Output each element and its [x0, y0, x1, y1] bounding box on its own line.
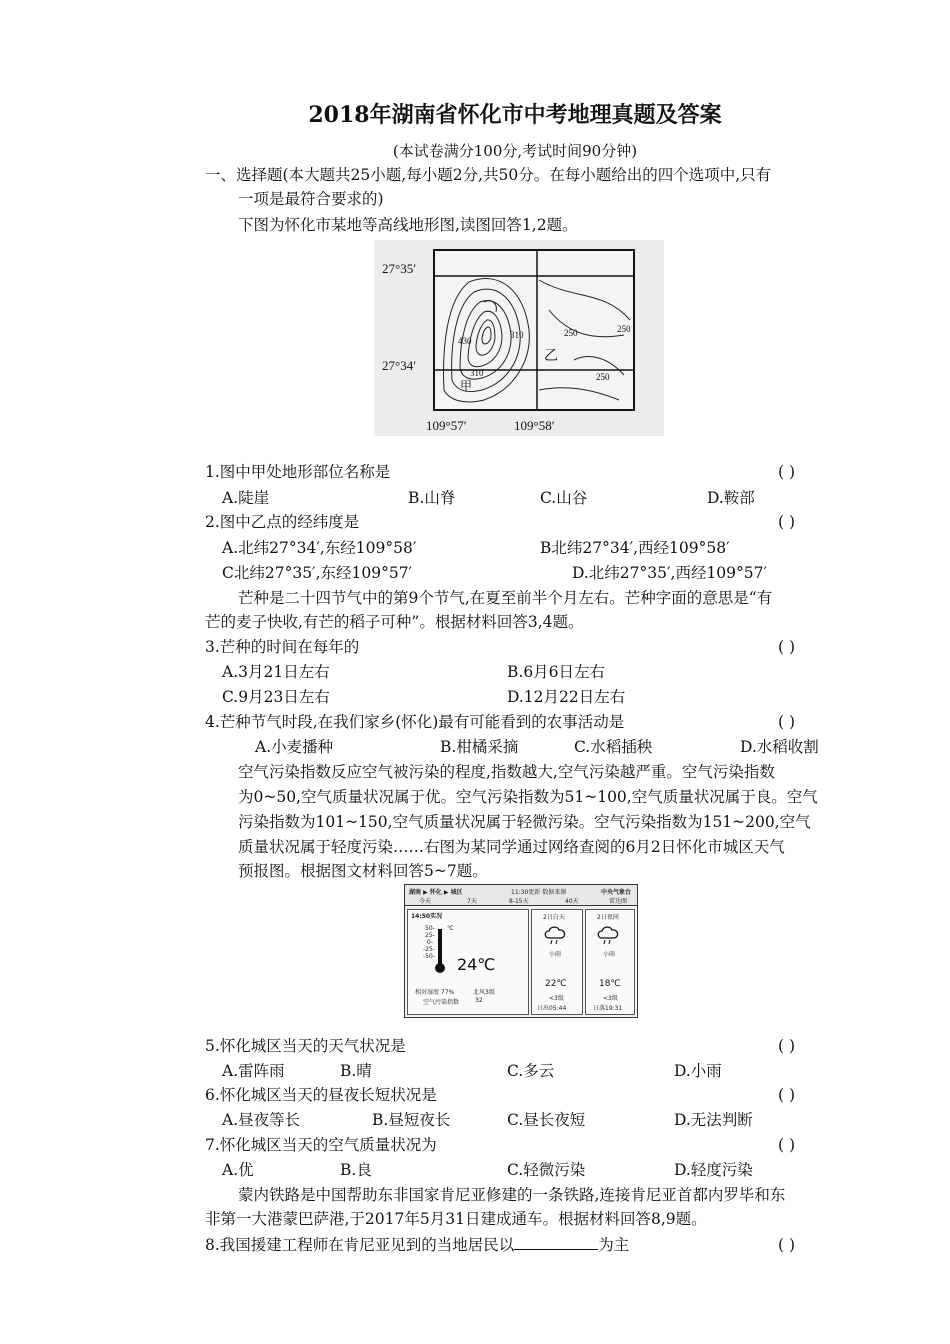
- passage-3-4-cont: 芒的麦子快收,有芒的稻子可种”。根据材料回答3,4题。: [205, 613, 584, 631]
- thermometer-icon: [435, 929, 445, 975]
- answer-bracket: ( ): [778, 1086, 796, 1104]
- question-1-stem: 1.图中甲处地形部位名称是: [205, 463, 391, 481]
- q4-option-b: B.柑橘采摘: [440, 738, 519, 756]
- answer-bracket: ( ): [778, 713, 796, 731]
- weather-breadcrumb: 湖南 ▶ 怀化 ▶ 城区: [409, 889, 463, 896]
- day-weather: 小雨: [549, 951, 562, 958]
- rain-cloud-icon: [543, 925, 569, 947]
- q8-stem-after: 为主: [598, 1236, 630, 1254]
- night-label: 2日夜间: [597, 914, 619, 921]
- point-yi-label: 乙: [544, 349, 558, 364]
- current-temperature: 24℃: [457, 955, 496, 974]
- q3-option-a: A.3月21日左右: [222, 663, 330, 681]
- q8-stem-before: 8.我国援建工程师在肯尼亚见到的当地居民以: [205, 1236, 515, 1254]
- q1-option-a: A.陡崖: [222, 489, 270, 507]
- q6-option-c: C.昼长夜短: [507, 1111, 586, 1129]
- contour-label: 310: [510, 330, 524, 340]
- q3-option-c: C.9月23日左右: [222, 688, 330, 706]
- weather-source: 中央气象台: [601, 889, 632, 896]
- passage-5-7-line: 为0~50,空气质量状况属于优。空气污染指数为51~100,空气质量状况属于良。空气: [238, 788, 818, 806]
- lat-label-top: 27°35′: [382, 261, 417, 276]
- day-temperature: 22℃: [545, 979, 567, 989]
- q1-option-c: C.山谷: [540, 489, 588, 507]
- rain-cloud-icon: [596, 925, 622, 947]
- thermometer-scale: -25-: [423, 946, 435, 953]
- answer-bracket: ( ): [778, 513, 796, 531]
- tab-radar: 雷达图: [609, 898, 628, 905]
- passage-5-7-line: 质量状况属于轻度污染……右图为某同学通过网络查阅的6月2日怀化市城区天气: [238, 838, 785, 856]
- q7-option-b: B.良: [340, 1161, 372, 1179]
- tab-7-days: 7天: [467, 898, 477, 905]
- q6-option-b: B.昼短夜长: [372, 1111, 451, 1129]
- contour-map: [374, 240, 664, 436]
- aqi-value: 32: [475, 997, 483, 1004]
- q2-option-a: A.北纬27°34′,东经109°58′: [222, 539, 417, 557]
- contour-label: 310: [470, 368, 484, 378]
- question-3-stem: 3.芒种的时间在每年的: [205, 638, 360, 656]
- section-heading: 一、选择题(本大题共25小题,每小题2分,共50分。在每小题给出的四个选项中,只有: [205, 166, 772, 184]
- q5-option-d: D.小雨: [674, 1062, 722, 1080]
- q5-option-b: B.晴: [340, 1062, 372, 1080]
- night-wind: <3级: [603, 995, 618, 1002]
- q7-option-d: D.轻度污染: [674, 1161, 753, 1179]
- day-wind: <3级: [549, 995, 564, 1002]
- tab-8-15-days: 8-15天: [509, 898, 529, 905]
- thermometer-scale: 0-: [427, 939, 433, 946]
- lon-label-left: 109°57′: [426, 418, 467, 433]
- passage-3-4: 芒种是二十四节气中的第9个节气,在夏至前半个月左右。芒种字面的意思是“有: [238, 589, 773, 607]
- q4-option-d: D.水稻收割: [740, 738, 819, 756]
- wind: 北风3级: [473, 989, 495, 996]
- night-temperature: 18℃: [599, 979, 621, 989]
- q6-option-d: D.无法判断: [674, 1111, 753, 1129]
- thermometer-scale: 25-: [425, 932, 435, 939]
- q5-option-a: A.雷阵雨: [222, 1062, 285, 1080]
- night-weather: 小雨: [603, 951, 616, 958]
- q6-option-a: A.昼夜等长: [222, 1111, 301, 1129]
- sunset: 日落19:31: [593, 1005, 623, 1012]
- aqi-label: 空气污染指数: [423, 999, 460, 1006]
- question-2-stem: 2.图中乙点的经纬度是: [205, 513, 360, 531]
- q1-option-b: B.山脊: [408, 489, 456, 507]
- question-6-stem: 6.怀化城区当天的昼夜长短状况是: [205, 1086, 437, 1104]
- humidity: 相对湿度 77%: [415, 989, 455, 996]
- map-intro: 下图为怀化市某地等高线地形图,读图回答1,2题。: [238, 216, 578, 234]
- q3-option-b: B.6月6日左右: [507, 663, 606, 681]
- question-7-stem: 7.怀化城区当天的空气质量状况为: [205, 1136, 437, 1154]
- question-8-stem: [205, 1235, 629, 1255]
- section-heading-cont: 一项是最符合要求的): [238, 190, 384, 208]
- answer-bracket: ( ): [778, 1236, 796, 1254]
- q4-option-a: A.小麦播种: [255, 738, 334, 756]
- day-label: 2日白天: [543, 914, 565, 921]
- answer-bracket: ( ): [778, 1136, 796, 1154]
- q5-option-c: C.多云: [507, 1062, 555, 1080]
- answer-blank: [514, 1235, 598, 1250]
- lat-label-mid: 27°34′: [382, 358, 417, 373]
- q7-option-a: A.优: [222, 1161, 254, 1179]
- answer-bracket: ( ): [778, 638, 796, 656]
- q1-option-d: D.鞍部: [707, 489, 755, 507]
- answer-bracket: ( ): [778, 1037, 796, 1055]
- temp-unit: ℃: [447, 925, 454, 932]
- passage-8-9-cont: 非第一大港蒙巴萨港,于2017年5月31日建成通车。根据材料回答8,9题。: [205, 1210, 707, 1228]
- page-title: 2018年湖南省怀化市中考地理真题及答案: [308, 102, 722, 128]
- contour-label: 250: [617, 324, 631, 334]
- question-4-stem: 4.芒种节气时段,在我们家乡(怀化)最有可能看到的农事活动是: [205, 713, 625, 731]
- passage-5-7: 空气污染指数反应空气被污染的程度,指数越大,空气污染越严重。空气污染指数: [238, 763, 775, 781]
- passage-5-7-line: 预报图。根据图文材料回答5~7题。: [238, 862, 488, 880]
- q2-option-d: D.北纬27°35′,西经109°57′: [572, 564, 768, 582]
- q2-option-c: C北纬27°35′,东经109°57′: [222, 564, 413, 582]
- contour-label: 250: [564, 328, 578, 338]
- weather-forecast-image: [404, 884, 638, 1018]
- thermometer-scale: -50-: [423, 953, 435, 960]
- lon-label-right: 109°58′: [514, 418, 555, 433]
- q3-option-d: D.12月22日左右: [507, 688, 626, 706]
- passage-5-7-line: 污染指数为101~150,空气质量状况属于轻微污染。空气污染指数为151~200,空气: [238, 813, 811, 831]
- question-5-stem: 5.怀化城区当天的天气状况是: [205, 1037, 406, 1055]
- tab-today: 今天: [419, 898, 432, 905]
- sunrise: 日出05:44: [537, 1005, 567, 1012]
- contour-label: 250: [596, 372, 610, 382]
- passage-8-9: 蒙内铁路是中国帮助东非国家肯尼亚修建的一条铁路,连接肯尼亚首都内罗毕和东: [238, 1186, 786, 1204]
- point-jia-label: 甲: [460, 379, 473, 393]
- q4-option-c: C.水稻插秧: [574, 738, 653, 756]
- q7-option-c: C.轻微污染: [507, 1161, 586, 1179]
- thermometer-scale: 50-: [425, 925, 435, 932]
- page-subtitle: (本试卷满分100分,考试时间90分钟): [392, 142, 638, 160]
- q2-option-b: B北纬27°34′,西经109°58′: [540, 539, 730, 557]
- contour-label: 430: [458, 336, 472, 346]
- live-label: 14:50实况: [411, 913, 443, 920]
- answer-bracket: ( ): [778, 463, 796, 481]
- tab-40-days: 40天: [565, 898, 579, 905]
- weather-update-time: 11:30更新 数据来源: [511, 889, 567, 896]
